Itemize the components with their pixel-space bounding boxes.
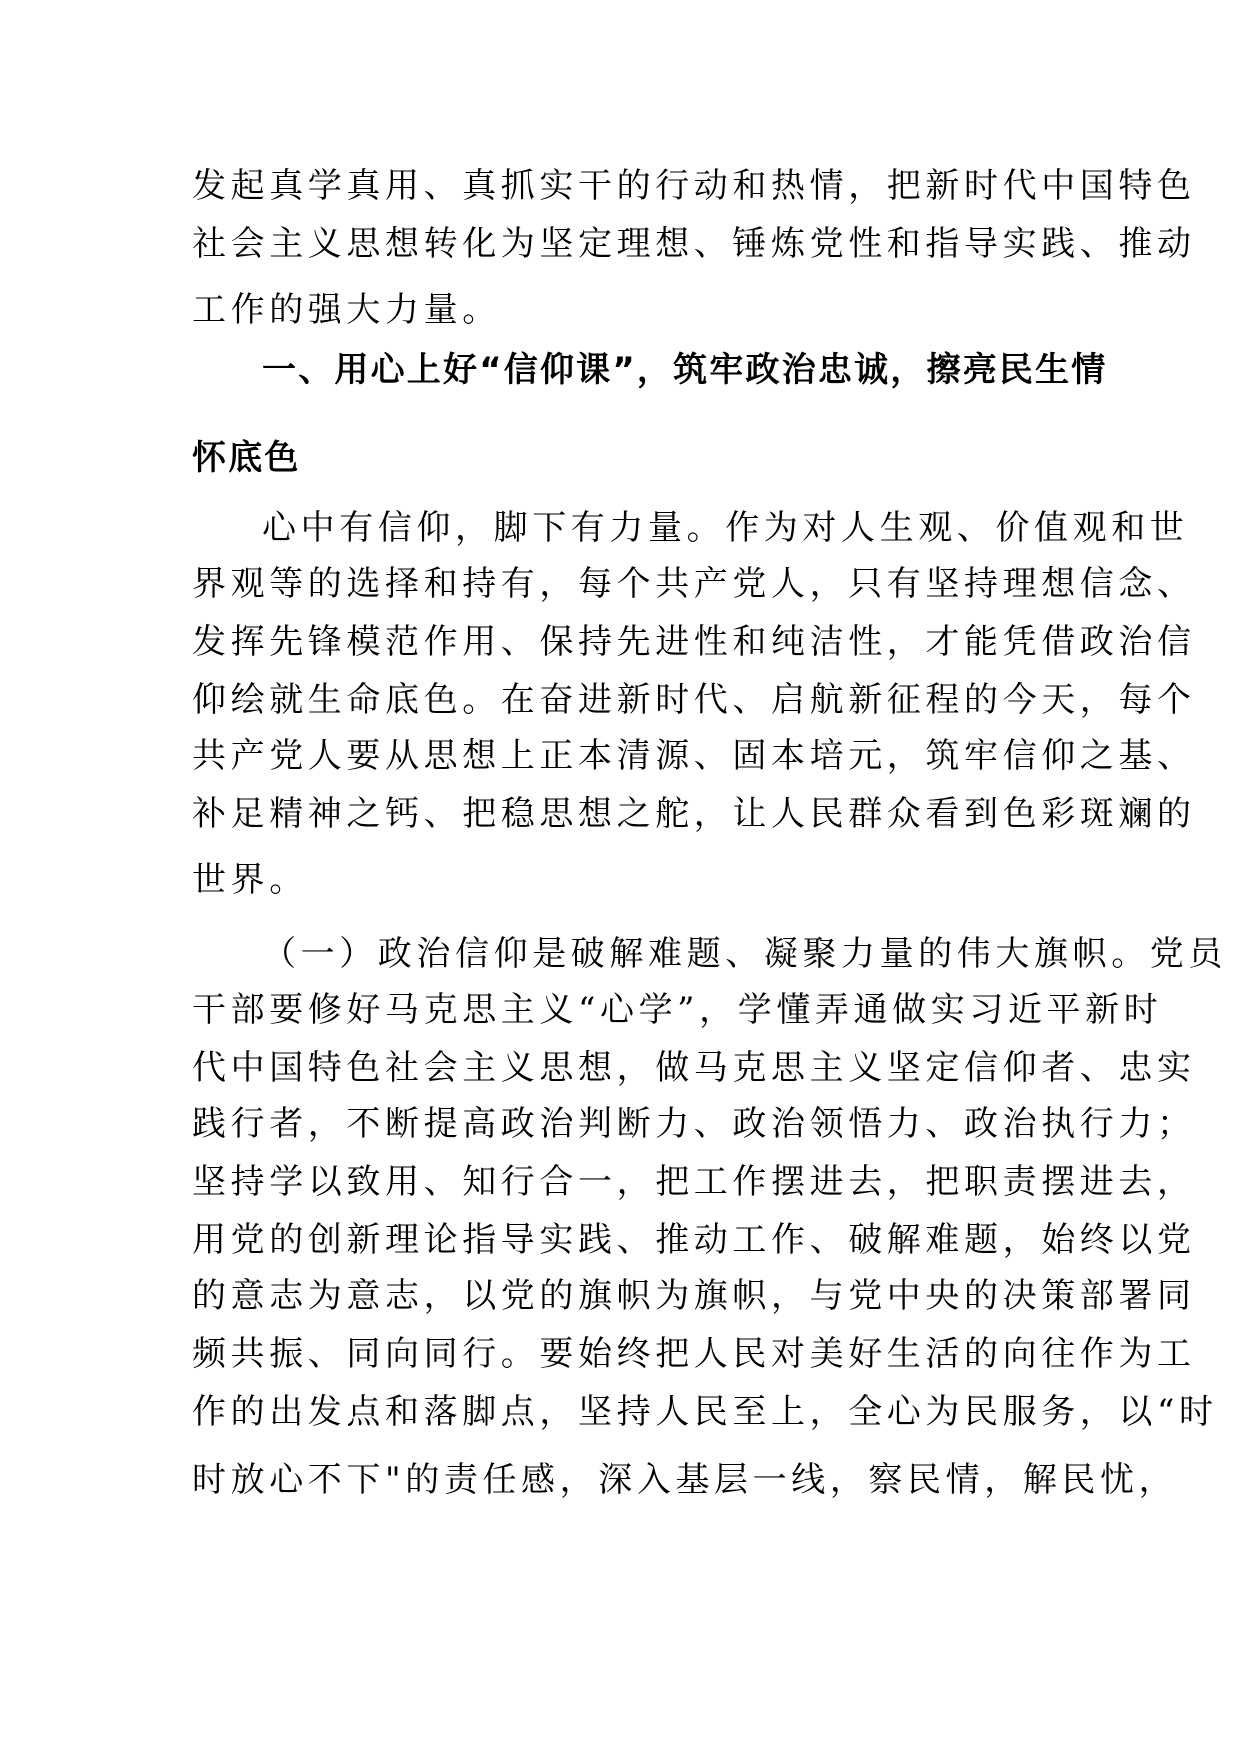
body-line: 作的出发点和落脚点，坚持人民至上，全心为民服务，以“时 <box>192 1392 1218 1432</box>
body-line: 干部要修好马克思主义“心学”，学懂弄通做实习近平新时 <box>192 990 1163 1030</box>
body-line: 共产党人要从思想上正本清源、固本培元，筑牢信仰之基、 <box>192 736 1196 776</box>
body-line: 时放心不下"的责任感，深入基层一线，察民情，解民忧， <box>192 1460 1178 1500</box>
body-line: 践行者，不断提高政治判断力、政治领悟力、政治执行力； <box>192 1104 1196 1144</box>
body-line: 发起真学真用、真抓实干的行动和热情，把新时代中国特色 <box>192 166 1196 206</box>
subsection-line: （一）政治信仰是破解难题、凝聚力量的伟大旗帜。党员 <box>262 934 1227 974</box>
body-line: 的意志为意志，以党的旗帜为旗帜，与党中央的决策部署同 <box>192 1276 1196 1316</box>
body-line: 频共振、同向同行。要始终把人民对美好生活的向往作为工 <box>192 1334 1196 1374</box>
body-line: 补足精神之钙、把稳思想之舵，让人民群众看到色彩斑斓的 <box>192 794 1196 834</box>
body-line: 界观等的选择和持有，每个共产党人，只有坚持理想信念、 <box>192 564 1196 604</box>
body-line: 心中有信仰，脚下有力量。作为对人生观、价值观和世 <box>262 508 1189 548</box>
section-heading-continued: 怀底色 <box>192 438 301 478</box>
body-line: 代中国特色社会主义思想，做马克思主义坚定信仰者、忠实 <box>192 1048 1196 1088</box>
body-line: 用党的创新理论指导实践、推动工作、破解难题，始终以党 <box>192 1220 1196 1260</box>
body-line: 仰绘就生命底色。在奋进新时代、启航新征程的今天，每个 <box>192 680 1196 720</box>
body-line: 发挥先锋模范作用、保持先进性和纯洁性，才能凭借政治信 <box>192 622 1196 662</box>
body-line: 社会主义思想转化为坚定理想、锤炼党性和指导实践、推动 <box>192 224 1196 264</box>
section-heading: 一、用心上好“信仰课”，筑牢政治忠诚，擦亮民生情 <box>262 350 1108 390</box>
body-line: 世界。 <box>192 860 308 900</box>
body-line: 工作的强大力量。 <box>192 290 501 330</box>
body-line: 坚持学以致用、知行合一，把工作摆进去，把职责摆进去， <box>192 1162 1196 1202</box>
